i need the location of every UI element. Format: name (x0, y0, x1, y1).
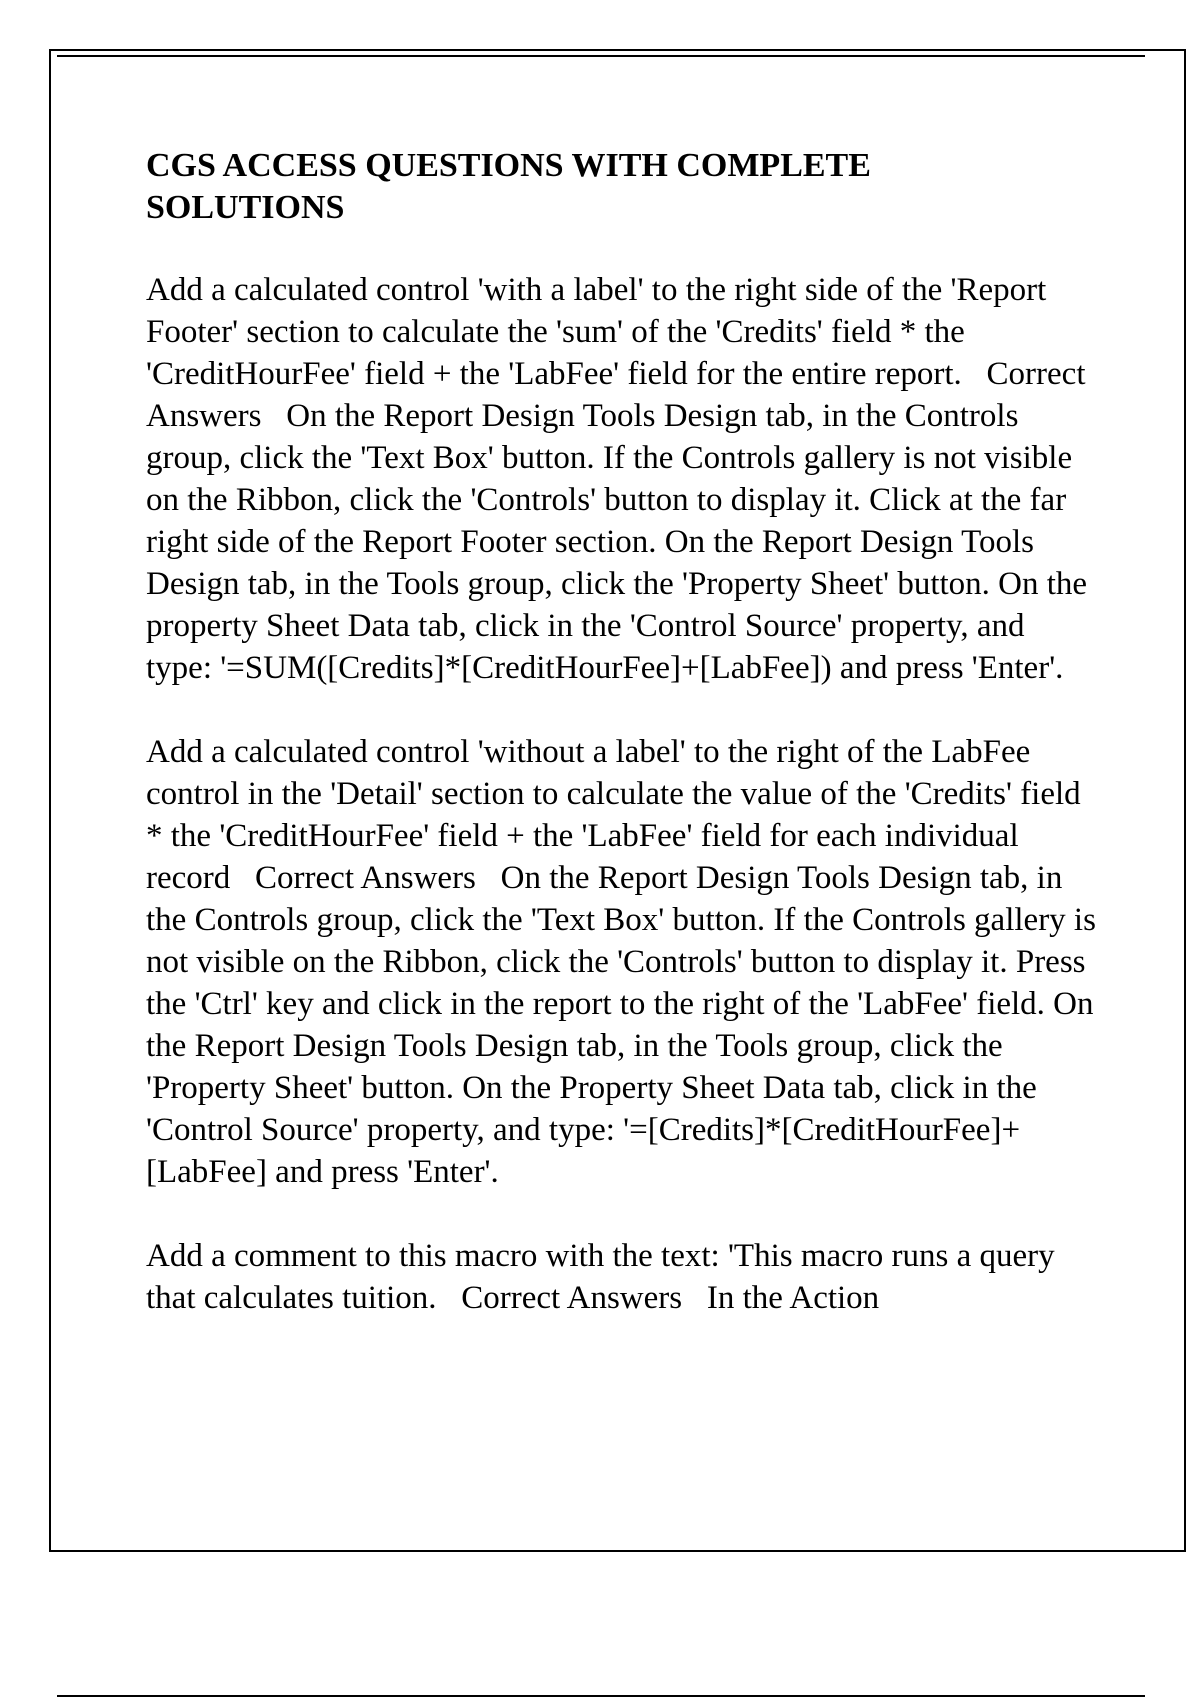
answer-text: On the Report Design Tools Design tab, in the Controls group, click the 'Text Box' button. If the Controls gallery is not visible on the Ribbon, click the 'Controls' button to display it. Press the 'Ctrl' key and click in the report to the right of the 'LabFee' field. On the Report Design Tools Design tab, in the Tools group, click the 'Property Sheet' button. On the Property Sheet Data tab, click in the 'Control Source' property, and type: '=[Credits]*[CreditHourFee]+[LabFee] and press 'Enter'. (146, 860, 1096, 1190)
question-text: Add a calculated control 'with a label' to the right side of the 'Report Footer' section to calculate the 'sum' of the 'Credits' field * the 'CreditHourFee' field + the 'LabFee' field for the entire report. (146, 272, 1047, 392)
answer-label: Correct Answers (461, 1280, 683, 1316)
document-body (146, 145, 1096, 1361)
bottom-rule (57, 1695, 1145, 1697)
qa-entry-2 (146, 731, 1096, 1193)
question-text: Add a comment to this macro with the text: 'This macro runs a query that calculates tuition. (146, 1238, 1055, 1316)
qa-entry-1 (146, 269, 1096, 689)
top-rule (57, 55, 1145, 57)
question-text: Add a calculated control 'without a label' to the right of the LabFee control in the 'Detail' section to calculate the value of the 'Credits' field * the 'CreditHourFee' field + the 'LabFee' field for each individual record (146, 734, 1081, 896)
answer-text: On the Report Design Tools Design tab, in the Controls group, click the 'Text Box' button. If the Controls gallery is not visible on the Ribbon, click the 'Controls' button to display it. Click at the far right side of the Report Footer section. On the Report Design Tools Design tab, in the Tools group, click the 'Property Sheet' button. On the property Sheet Data tab, click in the 'Control Source' property, and type: '=SUM([Credits]*[CreditHourFee]+[LabFee]) and press 'Enter'. (146, 398, 1088, 686)
qa-entry-3 (146, 1235, 1096, 1319)
answer-text: In the Action (706, 1280, 880, 1316)
page-title: CGS ACCESS QUESTIONS WITH COMPLETE SOLUTIONS (146, 147, 871, 226)
answer-label: Correct Answers (255, 860, 476, 896)
answer-label: Correct Answers (146, 356, 1086, 434)
